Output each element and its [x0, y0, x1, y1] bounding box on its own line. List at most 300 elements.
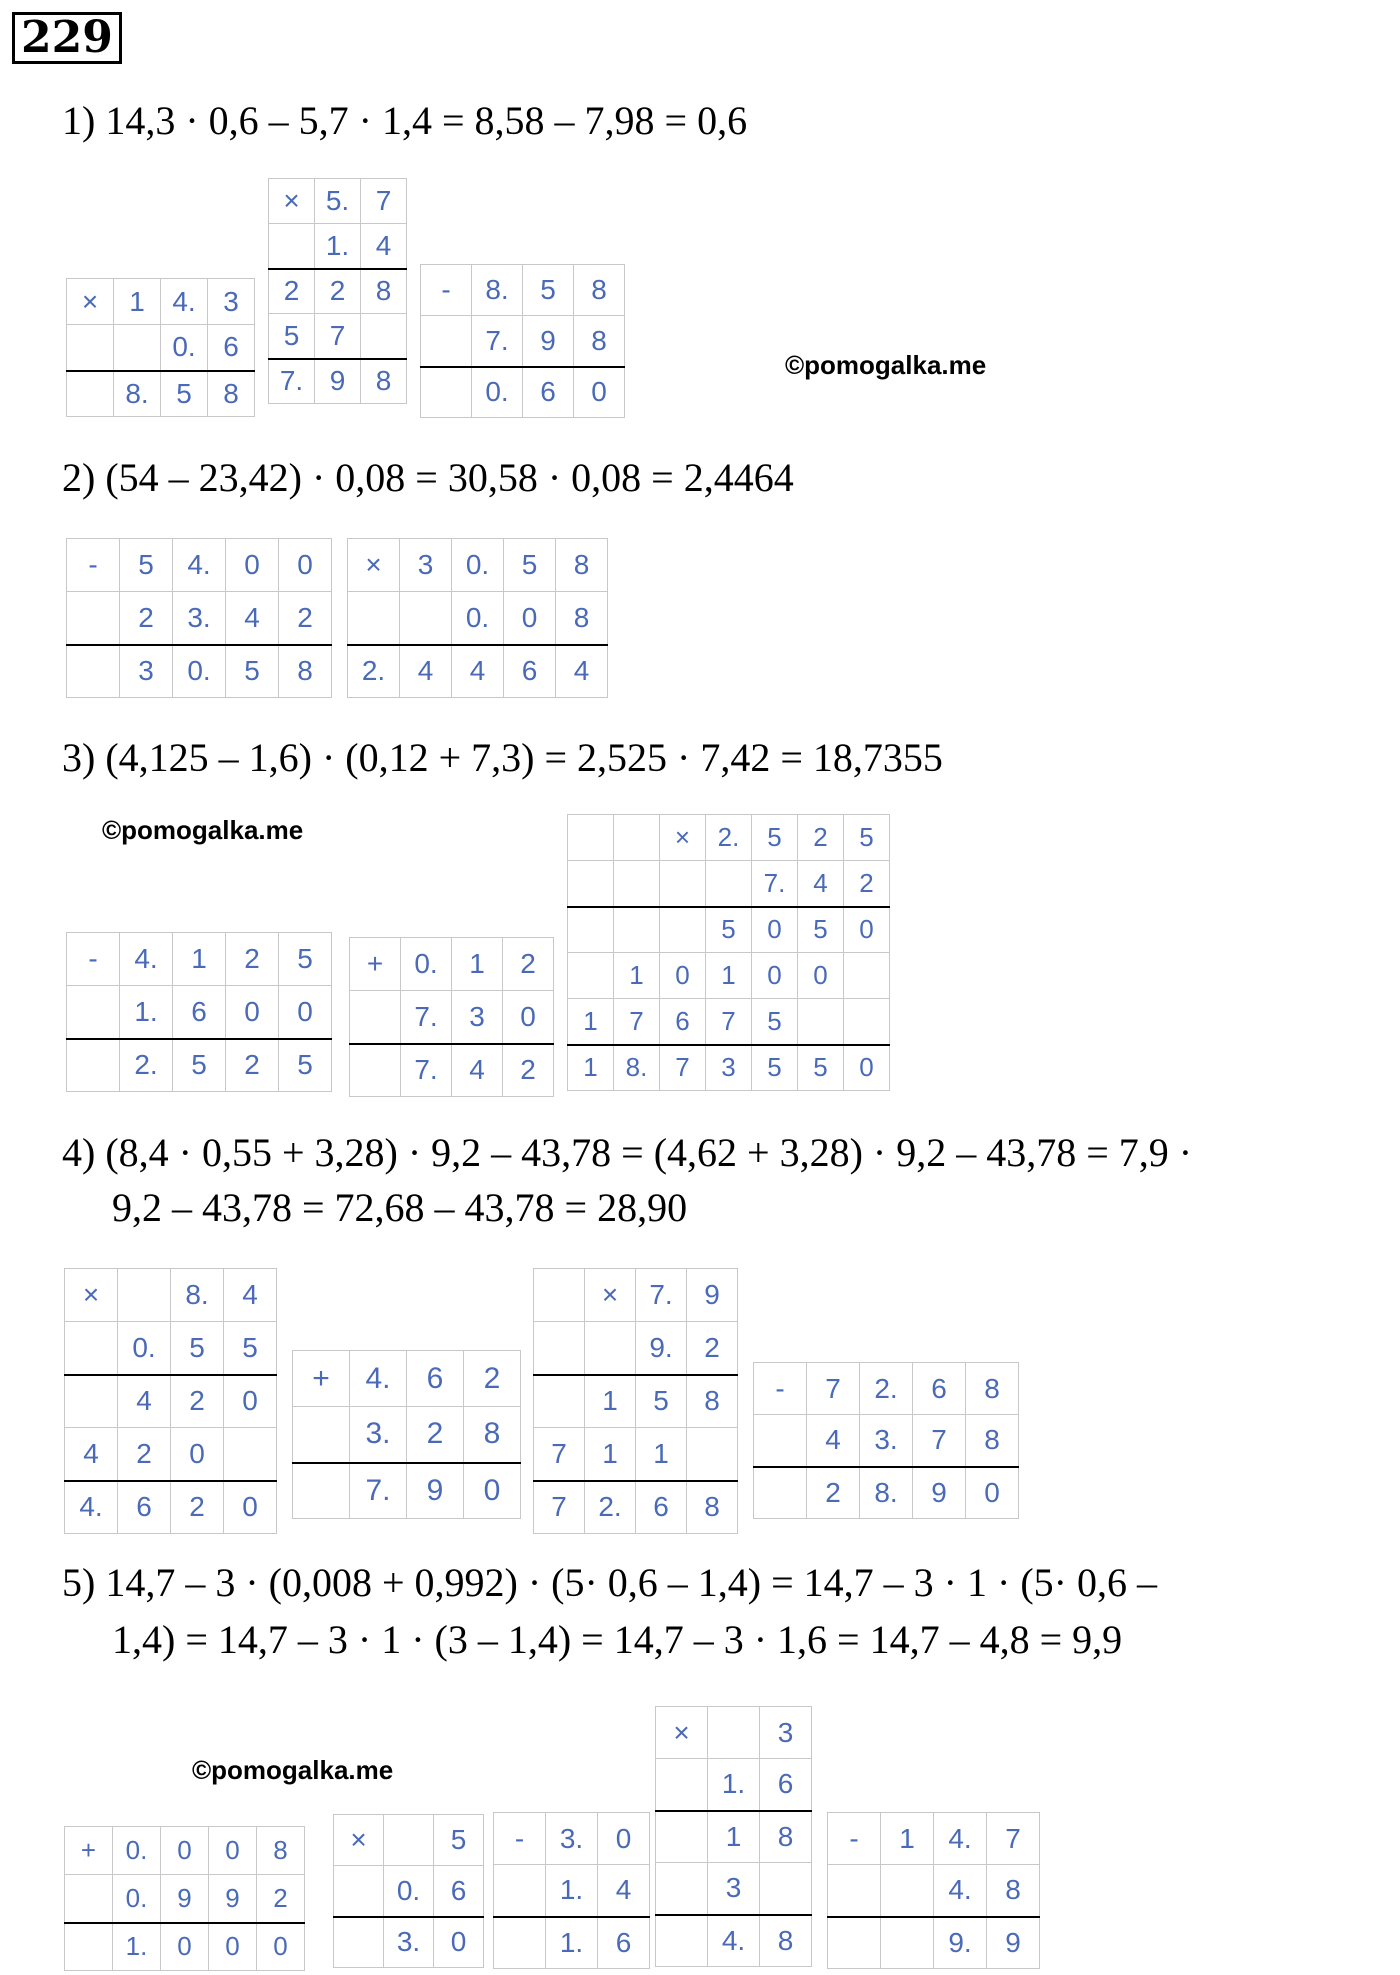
calc-cell: 3.	[546, 1813, 598, 1865]
watermark-2: ©pomogalka.me	[102, 815, 304, 845]
calc-row	[828, 1865, 1040, 1917]
calc-cell: 5	[224, 1322, 277, 1375]
calc-row	[293, 1463, 521, 1519]
calc-cell: 7	[987, 1813, 1040, 1865]
calc-cell: -	[67, 539, 120, 592]
calc-cell: 1	[568, 1045, 614, 1091]
calc-cell: 2	[807, 1467, 860, 1519]
calc-cell: 3	[120, 645, 173, 698]
calc-cell: 0	[598, 1813, 650, 1865]
calc-cell: 6	[504, 645, 556, 698]
calc-cell	[534, 1269, 585, 1322]
calc-row	[334, 1815, 484, 1866]
calc-cell: 5	[269, 314, 315, 359]
calc-cell: 2	[118, 1428, 171, 1481]
calc-cell	[65, 1375, 118, 1428]
calc-cell	[687, 1428, 738, 1481]
problem-number: 229	[12, 12, 122, 64]
calc-cell	[568, 815, 614, 861]
calc-cell	[400, 592, 452, 645]
calc-cell: 5	[279, 1039, 332, 1092]
calc-cell: 3.	[173, 592, 226, 645]
calc-cell: 4.	[161, 279, 208, 325]
calc-cell: 0	[226, 986, 279, 1039]
calc-cell: 0	[224, 1375, 277, 1428]
calc-row	[656, 1863, 812, 1915]
calc-cell	[67, 645, 120, 698]
calc-cell: 0	[798, 953, 844, 999]
calc-cell: 2	[687, 1322, 738, 1375]
calc-cell: +	[65, 1827, 113, 1875]
calc-cell	[568, 907, 614, 953]
calc-cell	[494, 1865, 546, 1917]
calc-cell: ×	[656, 1707, 708, 1759]
calc-row	[334, 1866, 484, 1917]
calc-cell: 2	[407, 1407, 464, 1463]
calc-row	[494, 1813, 650, 1865]
calc-cell: 0.	[401, 938, 452, 991]
line-5b: 1,4) = 14,7 – 3 · 1 · (3 – 1,4) = 14,7 – 3 · 1,6 = 14,7 – 4,8 = 9,9	[112, 1617, 1123, 1662]
calc-cell	[334, 1917, 384, 1968]
calc-cell: 7	[361, 179, 407, 224]
calc-row	[348, 592, 608, 645]
calc-row	[65, 1322, 277, 1375]
calc-cell: 9	[913, 1467, 966, 1519]
calc-cell	[350, 991, 401, 1044]
calc-cell: 1.	[120, 986, 173, 1039]
calc-cell: 0	[171, 1428, 224, 1481]
calc-cell: 8.	[171, 1269, 224, 1322]
calc-cell: 5	[752, 815, 798, 861]
calc-cell: 4	[226, 592, 279, 645]
calc-row	[269, 269, 407, 314]
calc-cell	[656, 1759, 708, 1811]
calc-cell: 4	[807, 1415, 860, 1467]
calc-cell: 4	[400, 645, 452, 698]
calc-cell: 0.	[118, 1322, 171, 1375]
calc-cell: ×	[660, 815, 706, 861]
calc-cell: 4.	[934, 1813, 987, 1865]
calc-grid-p4-mult-7.9x9.2	[533, 1268, 738, 1534]
calc-cell: 0.	[161, 325, 208, 371]
calc-cell: +	[293, 1351, 350, 1407]
calc-cell	[67, 986, 120, 1039]
calc-cell: -	[828, 1813, 881, 1865]
calc-cell	[585, 1322, 636, 1375]
calc-cell	[384, 1815, 434, 1866]
calc-cell: 5	[752, 999, 798, 1045]
calc-cell	[798, 999, 844, 1045]
calc-cell: 8	[966, 1415, 1019, 1467]
calc-cell: 4	[224, 1269, 277, 1322]
calc-cell: 3	[760, 1707, 812, 1759]
calc-cell: -	[421, 265, 472, 316]
calc-cell: 5	[798, 907, 844, 953]
calc-cell: 5	[171, 1322, 224, 1375]
calc-row	[65, 1827, 305, 1875]
calc-cell: 6	[523, 367, 574, 418]
calc-row	[348, 539, 608, 592]
calc-grid-p1-mult-14.3x0.6	[66, 278, 255, 417]
calc-cell: 6	[913, 1363, 966, 1415]
calc-cell: 8	[208, 371, 255, 417]
calc-cell: 8	[760, 1811, 812, 1863]
calc-cell: 2	[171, 1481, 224, 1534]
calc-cell: 5	[752, 1045, 798, 1091]
calc-cell: 0.	[452, 539, 504, 592]
calc-row	[754, 1415, 1019, 1467]
calc-cell: 7	[534, 1428, 585, 1481]
watermark-1: ©pomogalka.me	[785, 350, 987, 380]
calc-cell: 6	[760, 1759, 812, 1811]
calc-row	[67, 645, 332, 698]
calc-row	[65, 1481, 277, 1534]
calc-cell: 9	[987, 1917, 1040, 1969]
calc-cell: 8	[987, 1865, 1040, 1917]
calc-cell: 4.	[120, 933, 173, 986]
calc-cell	[656, 1915, 708, 1967]
calc-cell: 0	[434, 1917, 484, 1968]
calc-cell: 8	[574, 316, 625, 367]
calc-cell: 5	[434, 1815, 484, 1866]
calc-cell: 8.	[472, 265, 523, 316]
calc-cell: 1	[173, 933, 226, 986]
calc-row	[67, 933, 332, 986]
calc-cell	[614, 815, 660, 861]
calc-cell: 7	[807, 1363, 860, 1415]
line-5a: 5) 14,7 – 3 · (0,008 + 0,992) · (5· 0,6 – 1,4) = 14,7 – 3 · 1 · (5· 0,6 –	[62, 1560, 1157, 1605]
calc-cell: 0	[660, 953, 706, 999]
calc-cell: 4.	[708, 1915, 760, 1967]
calc-cell	[269, 224, 315, 269]
calc-cell	[67, 592, 120, 645]
calc-cell	[706, 861, 752, 907]
calc-row	[421, 265, 625, 316]
calc-cell: 3	[452, 991, 503, 1044]
calc-cell: 7	[660, 1045, 706, 1091]
calc-cell	[660, 861, 706, 907]
calc-cell: 7.	[472, 316, 523, 367]
calc-row	[534, 1428, 738, 1481]
calc-grid-p3-sub-4.125-1.600	[66, 932, 332, 1092]
calc-row	[65, 1428, 277, 1481]
calc-cell: 1	[452, 938, 503, 991]
calc-cell: 5	[523, 265, 574, 316]
calc-cell: 6	[636, 1481, 687, 1534]
calc-cell: 7	[614, 999, 660, 1045]
calc-cell: 6	[118, 1481, 171, 1534]
calc-cell	[534, 1375, 585, 1428]
calc-cell: 7	[706, 999, 752, 1045]
calc-cell: 5	[844, 815, 890, 861]
calc-cell: ×	[348, 539, 400, 592]
calc-grid-p5-sub-3.0-1.4	[493, 1812, 650, 1969]
calc-cell: 8.	[860, 1467, 913, 1519]
calc-cell	[334, 1866, 384, 1917]
calc-cell: 8.	[614, 1045, 660, 1091]
calc-cell	[614, 861, 660, 907]
calc-row	[350, 991, 554, 1044]
calc-cell: 9	[209, 1875, 257, 1923]
calc-cell	[754, 1415, 807, 1467]
calc-cell	[760, 1863, 812, 1915]
calc-cell: 0	[503, 991, 554, 1044]
calc-cell: 0	[161, 1827, 209, 1875]
calc-cell: 7.	[269, 359, 315, 404]
calc-cell: 2.	[706, 815, 752, 861]
calc-cell: 2.	[120, 1039, 173, 1092]
calc-cell: 3.	[384, 1917, 434, 1968]
calc-cell: ×	[269, 179, 315, 224]
calc-cell: 0.	[384, 1866, 434, 1917]
calc-row	[568, 861, 890, 907]
calc-cell: 3.	[350, 1407, 407, 1463]
calc-cell	[534, 1322, 585, 1375]
calc-row	[534, 1322, 738, 1375]
calc-row	[656, 1759, 812, 1811]
calc-cell: ×	[65, 1269, 118, 1322]
calc-row	[656, 1915, 812, 1967]
calc-cell: 2	[171, 1375, 224, 1428]
calc-cell: 0	[752, 907, 798, 953]
calc-grid-p5-add-0.008+0.992	[64, 1826, 305, 1971]
calc-grid-p3-add-0.12+7.30	[349, 937, 554, 1097]
calc-cell: 5	[226, 645, 279, 698]
calc-row	[293, 1407, 521, 1463]
calc-cell: 3	[208, 279, 255, 325]
calc-cell: 9	[687, 1269, 738, 1322]
calc-cell	[118, 1269, 171, 1322]
calc-cell	[881, 1917, 934, 1969]
calc-cell: 0	[844, 1045, 890, 1091]
calc-cell	[293, 1407, 350, 1463]
calc-cell	[494, 1917, 546, 1969]
calc-row	[334, 1917, 484, 1968]
line-4b: 9,2 – 43,78 = 72,68 – 43,78 = 28,90	[112, 1185, 688, 1230]
calc-cell: 0	[279, 539, 332, 592]
calc-cell: +	[350, 938, 401, 991]
calc-row	[67, 592, 332, 645]
calc-cell	[67, 325, 114, 371]
calc-grid-p2-mult-30.58x0.08	[347, 538, 608, 698]
calc-cell: 0.	[113, 1875, 161, 1923]
calc-cell: 8	[556, 592, 608, 645]
calc-row	[293, 1351, 521, 1407]
calc-row	[828, 1813, 1040, 1865]
calc-cell	[828, 1917, 881, 1969]
calc-cell: 0	[209, 1827, 257, 1875]
calc-cell	[65, 1322, 118, 1375]
calc-cell: 4	[598, 1865, 650, 1917]
calc-cell: 4.	[65, 1481, 118, 1534]
calc-cell: 6	[208, 325, 255, 371]
calc-cell: 1	[568, 999, 614, 1045]
calc-cell: 8	[760, 1915, 812, 1967]
calc-cell: -	[754, 1363, 807, 1415]
calc-cell: 5	[636, 1375, 687, 1428]
calc-cell: 9	[523, 316, 574, 367]
calc-cell: 1.	[708, 1759, 760, 1811]
calc-cell: 2	[464, 1351, 521, 1407]
calc-cell: 0	[161, 1923, 209, 1971]
calc-cell: 4.	[934, 1865, 987, 1917]
calc-grid-p5-mult-3x1.6	[655, 1706, 812, 1967]
calc-row	[494, 1865, 650, 1917]
calc-cell: 0.	[113, 1827, 161, 1875]
calc-row	[568, 815, 890, 861]
calc-grid-p5-sub-14.7-4.8	[827, 1812, 1040, 1969]
calc-cell: 5	[798, 1045, 844, 1091]
calc-cell: 3	[400, 539, 452, 592]
calc-cell: -	[494, 1813, 546, 1865]
calc-cell: 7.	[401, 1044, 452, 1097]
calc-cell: 0	[966, 1467, 1019, 1519]
calc-cell: 2	[798, 815, 844, 861]
calc-cell: 1.	[546, 1865, 598, 1917]
calc-cell: 4.	[173, 539, 226, 592]
calc-row	[269, 224, 407, 269]
calc-cell: 1	[881, 1813, 934, 1865]
calc-cell: 6	[173, 986, 226, 1039]
calc-cell	[224, 1428, 277, 1481]
calc-row	[269, 179, 407, 224]
calc-cell: 8	[257, 1827, 305, 1875]
calc-row	[828, 1917, 1040, 1969]
calc-cell: 2	[226, 1039, 279, 1092]
calc-row	[65, 1923, 305, 1971]
calc-cell: 1.	[315, 224, 361, 269]
calc-cell: 1	[636, 1428, 687, 1481]
line-2: 2) (54 – 23,42) · 0,08 = 30,58 · 0,08 = 2,4464	[62, 455, 794, 500]
calc-row	[350, 938, 554, 991]
calc-cell: 0	[844, 907, 890, 953]
calc-row	[421, 316, 625, 367]
line-3: 3) (4,125 – 1,6) · (0,12 + 7,3) = 2,525 · 7,42 = 18,7355	[62, 735, 943, 780]
calc-cell: 7.	[752, 861, 798, 907]
calc-cell	[67, 1039, 120, 1092]
calc-cell: 8	[279, 645, 332, 698]
calc-cell: 5	[161, 371, 208, 417]
calc-cell: 7.	[350, 1463, 407, 1519]
calc-cell: 2.	[348, 645, 400, 698]
calc-cell: 8	[361, 359, 407, 404]
calc-row	[67, 279, 255, 325]
calc-cell: 3	[708, 1863, 760, 1915]
calc-cell: 6	[598, 1917, 650, 1969]
calc-cell: 0.	[472, 367, 523, 418]
calc-cell: 0	[752, 953, 798, 999]
line-4a: 4) (8,4 · 0,55 + 3,28) · 9,2 – 43,78 = (4,62 + 3,28) · 9,2 – 43,78 = 7,9 ·	[62, 1130, 1193, 1175]
calc-cell: 5	[173, 1039, 226, 1092]
calc-cell: 0.	[173, 645, 226, 698]
calc-cell	[881, 1865, 934, 1917]
calc-cell: 3.	[860, 1415, 913, 1467]
calc-cell	[844, 953, 890, 999]
calc-cell: 5	[279, 933, 332, 986]
calc-cell: 2	[844, 861, 890, 907]
calc-cell: 6	[434, 1866, 484, 1917]
calc-cell: 8	[464, 1407, 521, 1463]
calc-cell	[350, 1044, 401, 1097]
calc-row	[534, 1269, 738, 1322]
calc-cell: 3	[706, 1045, 752, 1091]
calc-cell: 2.	[585, 1481, 636, 1534]
calc-cell: 2	[503, 1044, 554, 1097]
calc-grid-p1-sub-8.58-7.98	[420, 264, 625, 418]
calc-cell: 7.	[636, 1269, 687, 1322]
calc-cell: 4.	[350, 1351, 407, 1407]
calc-row	[656, 1707, 812, 1759]
calc-cell: 6	[660, 999, 706, 1045]
calc-cell: 5	[706, 907, 752, 953]
calc-row	[65, 1269, 277, 1322]
calc-cell	[660, 907, 706, 953]
calc-row	[494, 1917, 650, 1969]
calc-cell: 0	[226, 539, 279, 592]
watermark-3: ©pomogalka.me	[192, 1755, 394, 1785]
calc-cell: 9	[407, 1463, 464, 1519]
calc-row	[534, 1375, 738, 1428]
calc-cell	[114, 325, 161, 371]
calc-cell: -	[67, 933, 120, 986]
calc-row	[350, 1044, 554, 1097]
calc-cell: 1.	[113, 1923, 161, 1971]
calc-cell: 0.	[452, 592, 504, 645]
calc-grid-p4-sub-72.68-43.78	[753, 1362, 1019, 1519]
calc-grid-p2-sub-54.00-23.42	[66, 538, 332, 698]
calc-cell: ×	[67, 279, 114, 325]
calc-cell: 0	[574, 367, 625, 418]
calc-cell: 5	[120, 539, 173, 592]
calc-cell: 8	[556, 539, 608, 592]
calc-cell: 1	[614, 953, 660, 999]
calc-cell: 0	[504, 592, 556, 645]
calc-row	[348, 645, 608, 698]
calc-cell: 4	[452, 645, 504, 698]
calc-cell: 6	[407, 1351, 464, 1407]
calc-cell: 8	[687, 1375, 738, 1428]
calc-cell: 2	[226, 933, 279, 986]
calc-cell	[568, 953, 614, 999]
calc-cell	[614, 907, 660, 953]
calc-cell	[844, 999, 890, 1045]
calc-cell: 8	[361, 269, 407, 314]
calc-cell	[568, 861, 614, 907]
calc-row	[67, 986, 332, 1039]
calc-cell	[754, 1467, 807, 1519]
calc-row	[67, 371, 255, 417]
calc-cell: 2.	[860, 1363, 913, 1415]
calc-cell	[348, 592, 400, 645]
calc-row	[65, 1875, 305, 1923]
calc-cell	[421, 316, 472, 367]
calc-cell: 7	[534, 1481, 585, 1534]
calc-row	[269, 314, 407, 359]
calc-row	[568, 999, 890, 1045]
calc-cell: 1	[708, 1811, 760, 1863]
calc-cell: 1	[706, 953, 752, 999]
calc-cell: 1.	[546, 1917, 598, 1969]
calc-cell: 2	[120, 592, 173, 645]
calc-cell: 4	[798, 861, 844, 907]
calc-cell	[65, 1923, 113, 1971]
calc-cell: 1	[585, 1428, 636, 1481]
calc-cell: 4	[556, 645, 608, 698]
calc-cell: 0	[279, 986, 332, 1039]
calc-cell: 4	[65, 1428, 118, 1481]
calc-cell: 9.	[636, 1322, 687, 1375]
calc-cell: 8	[966, 1363, 1019, 1415]
